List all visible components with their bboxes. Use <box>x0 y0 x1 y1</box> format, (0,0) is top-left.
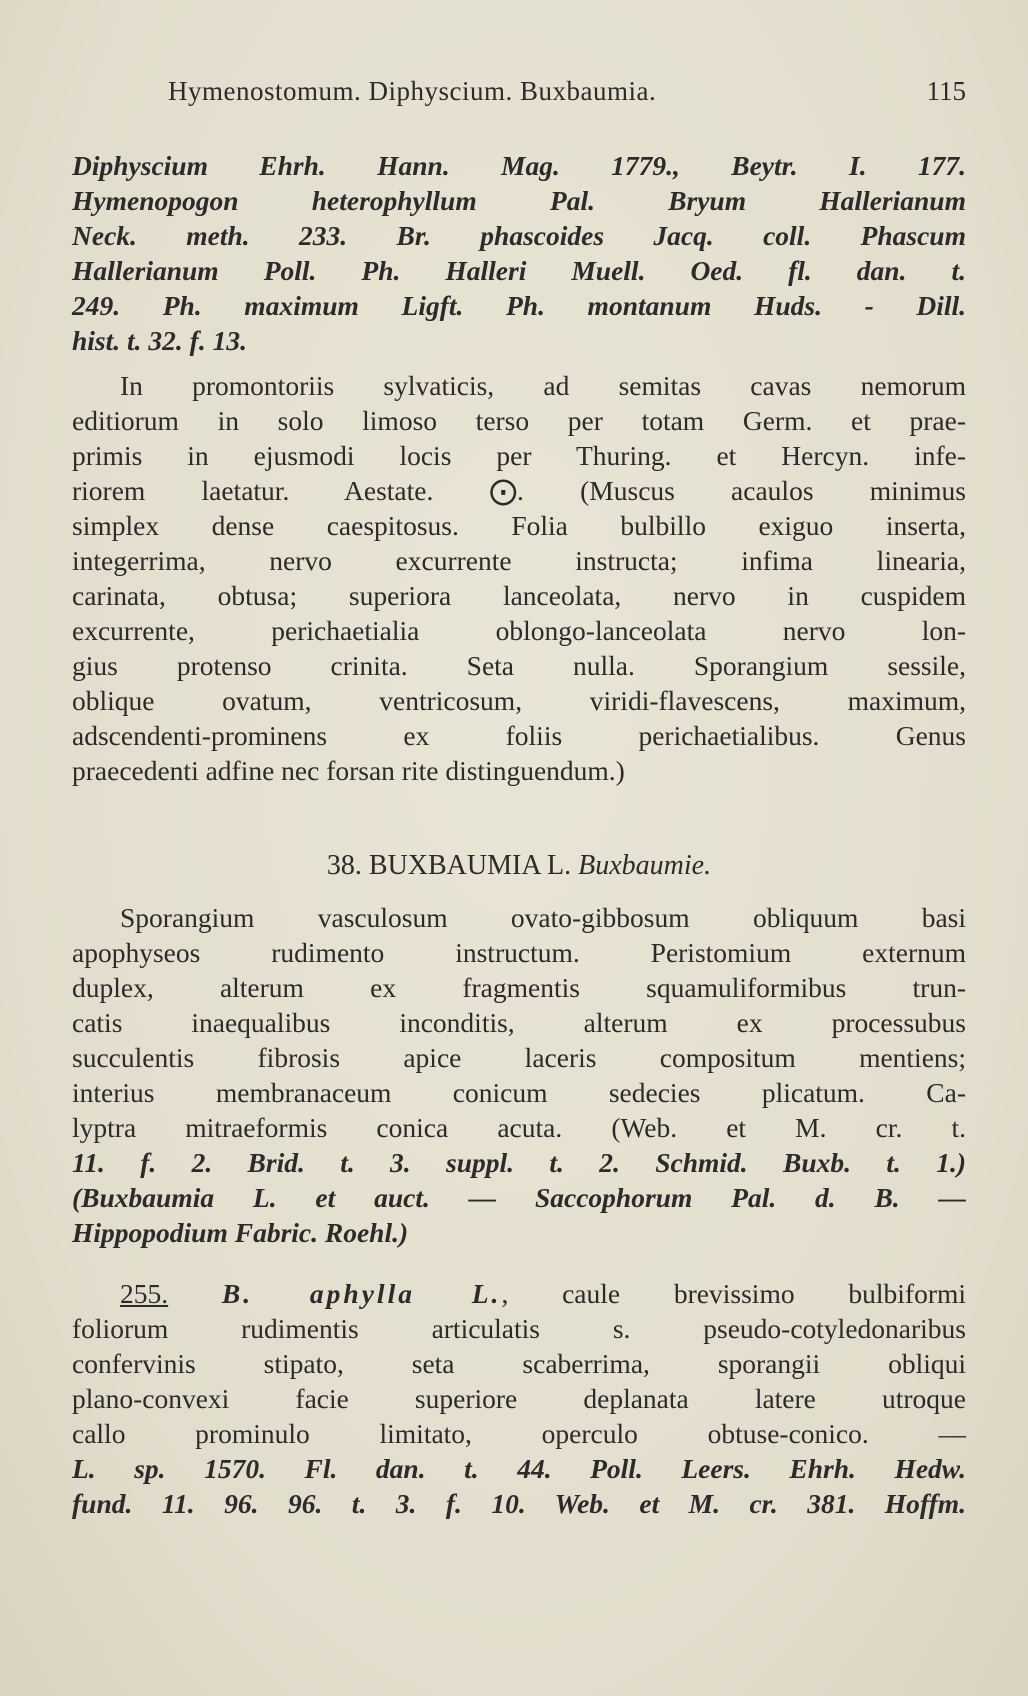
text-line: Neck. meth. 233. Br. phascoides Jacq. coll. Phascum <box>72 220 966 251</box>
text-line: primis in ejusmodi locis per Thuring. et Hercyn. infe- <box>72 440 966 471</box>
text-line: Diphyscium Ehrh. Hann. Mag. 1779., Beytr. I. 177. <box>72 150 966 181</box>
text-line: editiorum in solo limoso terso per totam Germ. et prae- <box>72 405 966 436</box>
text-line: Hymenopogon heterophyllum Pal. Bryum Hallerianum <box>72 185 966 216</box>
synonymy-paragraph <box>72 148 966 358</box>
genus-heading <box>72 848 966 884</box>
text-line: excurrente, perichaetialia oblongo-lanceolata nervo lon- <box>72 615 966 646</box>
species-entry <box>72 1276 966 1521</box>
species-name: B. aphylla L. <box>221 1278 502 1309</box>
text-line: apophyseos rudimento instructum. Peristomium externum <box>72 937 966 968</box>
text-line: foliorum rudimentis articulatis s. pseudo-cotyledonaribus <box>72 1313 966 1344</box>
text-line: L. sp. 1570. Fl. dan. t. 44. Poll. Leers. Ehrh. Hedw. <box>72 1453 966 1484</box>
description-paragraph <box>72 368 966 788</box>
text-line: succulentis fibrosis apice laceris compositum mentiens; <box>72 1042 966 1073</box>
text-line: (Buxbaumia L. et auct. — Saccophorum Pal. d. B. — <box>72 1182 966 1213</box>
text-line: 11. f. 2. Brid. t. 3. suppl. t. 2. Schmid. Buxb. t. 1.) <box>72 1147 966 1178</box>
text-line: Hippopodium Fabric. Roehl.) <box>72 1217 409 1248</box>
genus-name: BUXBAUMIA L. <box>368 850 572 881</box>
text-line: adscendenti-prominens ex foliis perichaetialibus. Genus <box>72 720 966 751</box>
text-line: carinata, obtusa; superiora lanceolata, nervo in cuspidem <box>72 580 966 611</box>
text-line: Hallerianum Poll. Ph. Halleri Muell. Oed. fl. dan. t. <box>72 255 966 286</box>
running-header <box>72 76 966 116</box>
text-line: hist. t. 32. f. 13. <box>72 325 247 356</box>
text-line: riorem laetatur. Aestate. ⨀. (Muscus acaulos minimus <box>72 475 966 506</box>
species-first-line-rest: , caule brevissimo bulbiformi <box>501 1278 967 1309</box>
text-line: catis inaequalibus inconditis, alterum ex processubus <box>72 1007 966 1038</box>
genus-description <box>72 900 966 1250</box>
text-line: 249. Ph. maximum Ligft. Ph. montanum Huds. - Dill. <box>72 290 966 321</box>
text-line: duplex, alterum ex fragmentis squamuliformibus trun- <box>72 972 966 1003</box>
text-line: plano-convexi facie superiore deplanata latere utroque <box>72 1383 966 1414</box>
text-line: oblique ovatum, ventricosum, viridi-flavescens, maximum, <box>72 685 966 716</box>
page-number: 115 <box>926 76 966 106</box>
text-line: In promontoriis sylvaticis, ad semitas cavas nemorum <box>120 370 966 401</box>
text-line: simplex dense caespitosus. Folia bulbillo exiguo inserta, <box>72 510 966 541</box>
genus-vernacular: Buxbaumie. <box>578 850 712 881</box>
text-line: interius membranaceum conicum sedecies plicatum. Ca- <box>72 1077 966 1108</box>
text-line: callo prominulo limitato, operculo obtuse-conico. — <box>72 1418 966 1449</box>
text-line: confervinis stipato, seta scaberrima, sporangii obliqui <box>72 1348 966 1379</box>
running-title: Hymenostomum. Diphyscium. Buxbaumia. <box>168 76 657 106</box>
text-line: Sporangium vasculosum ovato-gibbosum obliquum basi <box>120 902 966 933</box>
text-line: lyptra mitraeformis conica acuta. (Web. et M. cr. t. <box>72 1112 966 1143</box>
text-line: gius protenso crinita. Seta nulla. Sporangium sessile, <box>72 650 966 681</box>
text-line: praecedenti adfine nec forsan rite distinguendum.) <box>72 755 625 786</box>
text-line: fund. 11. 96. 96. t. 3. f. 10. Web. et M. cr. 381. Hoffm. <box>72 1488 966 1519</box>
genus-number: 38. <box>326 850 362 881</box>
species-number: 255. <box>120 1278 169 1309</box>
text-line: integerrima, nervo excurrente instructa; infima linearia, <box>72 545 966 576</box>
species-first-line <box>72 1276 966 1311</box>
